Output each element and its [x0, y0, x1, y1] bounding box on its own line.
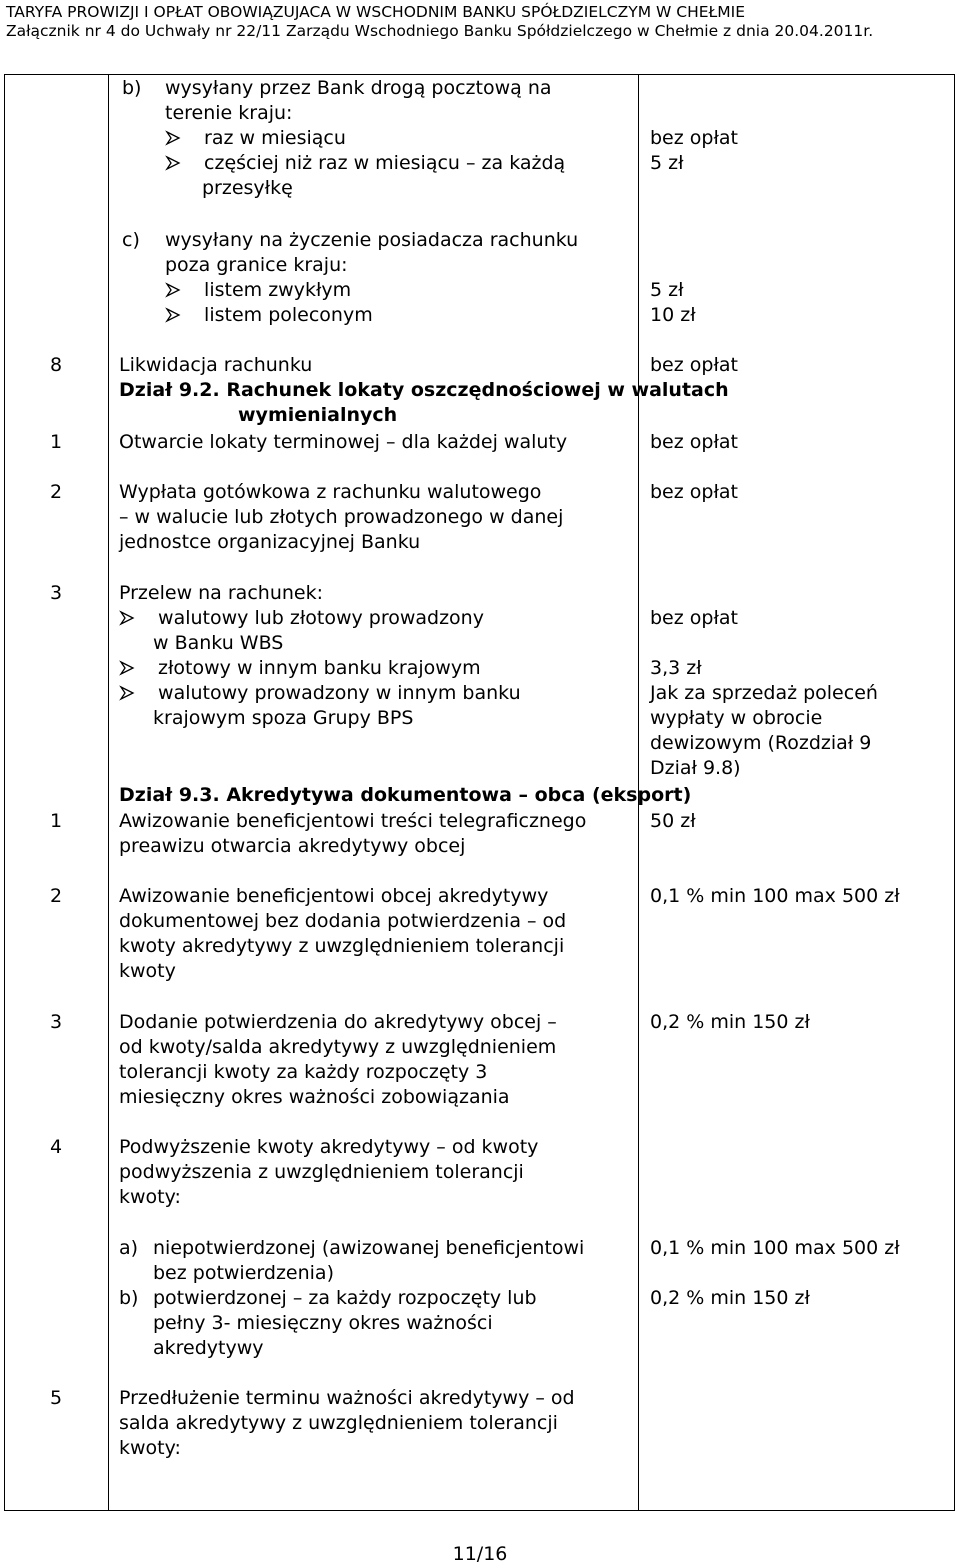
row-fee: bez opłat	[650, 431, 738, 453]
row-fee: Jak za sprzedaż poleceń	[650, 682, 878, 704]
row-subtext: pełny 3- miesięczny okres ważności	[153, 1312, 493, 1334]
row-c-text: wysyłany na życzenie posiadacza rachunku	[165, 229, 579, 251]
section-heading: Dział 9.3. Akredytywa dokumentowa – obca (eksport)	[119, 784, 692, 806]
row-fee: wypłaty w obrocie	[650, 707, 823, 729]
row-text: podwyższenia z uwzględnieniem tolerancji	[119, 1161, 524, 1183]
row-number: 1	[50, 810, 63, 832]
row-sublabel: a)	[119, 1237, 139, 1259]
row-b-text: wysyłany przez Bank drogą pocztową na	[165, 77, 552, 99]
row-text: kwoty	[119, 960, 176, 982]
row-text: – w walucie lub złotych prowadzonego w danej	[119, 506, 564, 528]
row-text: Dodanie potwierdzenia do akredytywy obcej –	[119, 1011, 557, 1033]
row-number: 2	[50, 481, 63, 503]
row-subtext: niepotwierdzonej (awizowanej beneficjentowi	[153, 1237, 585, 1259]
arrowhead-bullet-icon	[165, 155, 181, 171]
row-c-fee: 10 zł	[650, 304, 696, 326]
row-number: 4	[50, 1136, 63, 1158]
row-text: tolerancji kwoty za każdy rozpoczęty 3	[119, 1061, 488, 1083]
row-text: miesięczny okres ważności zobowiązania	[119, 1086, 510, 1108]
row-b-item: częściej niż raz w miesiącu – za każdą	[165, 151, 565, 176]
row-text: Przelew na rachunek:	[119, 582, 323, 604]
row-b-label: b)	[122, 77, 142, 99]
row-item: walutowy lub złotowy prowadzony	[119, 606, 484, 631]
row-text: preawizu otwarcia akredytywy obcej	[119, 835, 466, 857]
arrowhead-bullet-icon	[165, 130, 181, 146]
row-b-text: terenie kraju:	[165, 102, 293, 124]
row-number: 1	[50, 431, 63, 453]
row-fee: bez opłat	[650, 354, 738, 376]
row-c-item: listem zwykłym	[165, 278, 351, 303]
row-fee: 0,1 % min 100 max 500 zł	[650, 1237, 900, 1259]
row-b-fee: bez opłat	[650, 127, 738, 149]
row-subtext: bez potwierdzenia)	[153, 1262, 334, 1284]
row-fee: 50 zł	[650, 810, 696, 832]
page-number: 11/16	[452, 1543, 508, 1565]
row-text: kwoty:	[119, 1186, 181, 1208]
row-text: od kwoty/salda akredytywy z uwzględnieniem	[119, 1036, 557, 1058]
row-subtext: akredytywy	[153, 1337, 264, 1359]
row-text: Przedłużenie terminu ważności akredytywy – od	[119, 1387, 575, 1409]
row-text: Wypłata gotówkowa z rachunku walutowego	[119, 481, 542, 503]
row-text: Likwidacja rachunku	[119, 354, 313, 376]
arrowhead-bullet-icon	[119, 610, 135, 626]
row-text: Podwyższenie kwoty akredytywy – od kwoty	[119, 1136, 539, 1158]
row-text: dokumentowej bez dodania potwierdzenia – od	[119, 910, 567, 932]
row-b-item: przesyłkę	[202, 177, 293, 199]
row-text: jednostce organizacyjnej Banku	[119, 531, 421, 553]
row-fee: 0,2 % min 150 zł	[650, 1287, 810, 1309]
row-fee: 0,1 % min 100 max 500 zł	[650, 885, 900, 907]
row-b-fee: 5 zł	[650, 152, 684, 174]
row-b-item: raz w miesiącu	[165, 126, 346, 151]
row-number: 3	[50, 1011, 63, 1033]
arrowhead-bullet-icon	[165, 307, 181, 323]
row-fee: dewizowym (Rozdział 9	[650, 732, 872, 754]
row-text: Awizowanie beneficjentowi treści telegraficznego	[119, 810, 587, 832]
row-fee: 0,2 % min 150 zł	[650, 1011, 810, 1033]
section-heading: wymienialnych	[238, 404, 398, 426]
row-c-item: listem poleconym	[165, 303, 373, 328]
row-item: walutowy prowadzony w innym banku	[119, 681, 521, 706]
row-item: w Banku WBS	[153, 632, 284, 654]
row-fee: 3,3 zł	[650, 657, 702, 679]
row-c-label: c)	[122, 229, 140, 251]
row-number: 3	[50, 582, 63, 604]
arrowhead-bullet-icon	[119, 660, 135, 676]
row-text: kwoty akredytywy z uwzględnieniem tolerancji	[119, 935, 565, 957]
row-c-fee: 5 zł	[650, 279, 684, 301]
row-sublabel: b)	[119, 1287, 139, 1309]
arrowhead-bullet-icon	[165, 282, 181, 298]
row-text: salda akredytywy z uwzględnieniem tolerancji	[119, 1412, 558, 1434]
row-fee: Dział 9.8)	[650, 757, 741, 779]
row-text: kwoty:	[119, 1437, 181, 1459]
row-text: Awizowanie beneficjentowi obcej akredytywy	[119, 885, 549, 907]
section-heading: Dział 9.2. Rachunek lokaty oszczędnościowej w walutach	[119, 379, 729, 401]
arrowhead-bullet-icon	[119, 685, 135, 701]
row-fee: bez opłat	[650, 481, 738, 503]
document-title: TARYFA PROWIZJI I OPŁAT OBOWIĄZUJACA W WSCHODNIM BANKU SPÓŁDZIELCZYM W CHEŁMIE	[6, 3, 745, 21]
row-item: złotowy w innym banku krajowym	[119, 656, 481, 681]
column-divider-number	[108, 74, 109, 1511]
document-subtitle: Załącznik nr 4 do Uchwały nr 22/11 Zarządu Wschodniego Banku Spółdzielczego w Chełmie z dnia 20.04.2011r.	[6, 22, 874, 40]
row-number: 8	[50, 354, 63, 376]
row-subtext: potwierdzonej – za każdy rozpoczęty lub	[153, 1287, 537, 1309]
row-item: krajowym spoza Grupy BPS	[153, 707, 414, 729]
row-number: 5	[50, 1387, 63, 1409]
row-number: 2	[50, 885, 63, 907]
row-c-text: poza granice kraju:	[165, 254, 348, 276]
row-fee: bez opłat	[650, 607, 738, 629]
row-text: Otwarcie lokaty terminowej – dla każdej waluty	[119, 431, 568, 453]
